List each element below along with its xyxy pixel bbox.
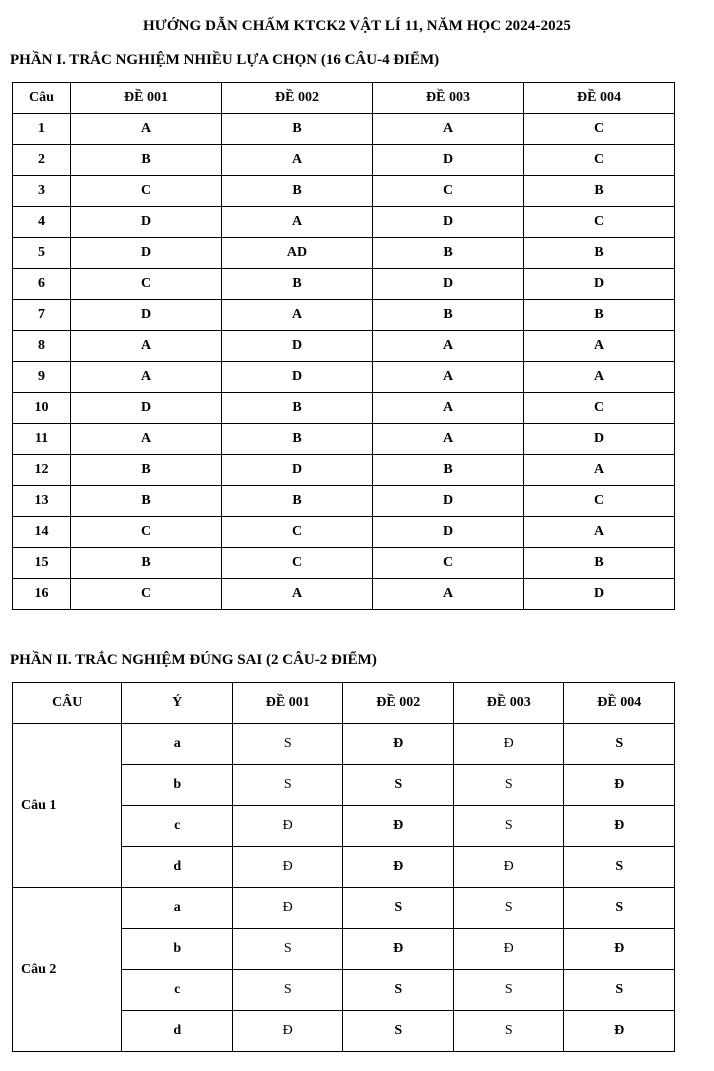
answer-cell: S: [232, 765, 343, 806]
answer-cell: B: [524, 300, 675, 331]
answer-cell: S: [232, 929, 343, 970]
table-row: [13, 300, 675, 331]
answer-cell: B: [222, 424, 373, 455]
answer-cell: D: [373, 145, 524, 176]
question-number: 13: [13, 486, 71, 517]
table-row: [13, 145, 675, 176]
answer-cell: Đ: [453, 724, 564, 765]
header-de-001: ĐỀ 001: [71, 83, 222, 114]
answer-cell: AD: [222, 238, 373, 269]
table-row: [13, 238, 675, 269]
table-row: [13, 269, 675, 300]
answer-cell: S: [343, 1011, 454, 1052]
answer-cell: A: [71, 114, 222, 145]
answer-cell: B: [524, 548, 675, 579]
answer-cell: S: [232, 970, 343, 1011]
answer-cell: D: [524, 269, 675, 300]
answer-cell: A: [222, 207, 373, 238]
answer-cell: Đ: [343, 724, 454, 765]
answer-cell: C: [524, 486, 675, 517]
answer-cell: S: [564, 847, 675, 888]
answer-cell: S: [453, 970, 564, 1011]
item-letter: d: [122, 847, 233, 888]
answer-cell: A: [373, 393, 524, 424]
header-de-003: ĐỀ 003: [373, 83, 524, 114]
item-letter: a: [122, 888, 233, 929]
answer-cell: B: [373, 300, 524, 331]
answer-cell: A: [222, 145, 373, 176]
answer-cell: A: [71, 424, 222, 455]
answer-cell: S: [232, 724, 343, 765]
answer-cell: Đ: [564, 806, 675, 847]
answer-cell: A: [373, 424, 524, 455]
part1-heading: PHẦN I. TRẮC NGHIỆM NHIỀU LỰA CHỌN (16 CÂU-4 ĐIỂM): [10, 52, 440, 68]
question-number: 1: [13, 114, 71, 145]
answer-cell: Đ: [564, 929, 675, 970]
answer-cell: S: [343, 765, 454, 806]
answer-cell: S: [453, 806, 564, 847]
table-row: [13, 176, 675, 207]
answer-cell: B: [71, 548, 222, 579]
answer-cell: B: [71, 486, 222, 517]
table-row: [13, 207, 675, 238]
question-number: 7: [13, 300, 71, 331]
answer-cell: Đ: [232, 806, 343, 847]
answer-cell: C: [222, 517, 373, 548]
answer-cell: B: [524, 176, 675, 207]
table-row: [13, 455, 675, 486]
item-letter: d: [122, 1011, 233, 1052]
answer-cell: D: [373, 207, 524, 238]
answer-cell: A: [524, 517, 675, 548]
answer-cell: D: [373, 269, 524, 300]
question-number: 15: [13, 548, 71, 579]
question-number: 8: [13, 331, 71, 362]
item-letter: c: [122, 970, 233, 1011]
answer-cell: B: [524, 238, 675, 269]
question-label: Câu 2: [13, 888, 122, 1052]
answer-cell: C: [71, 579, 222, 610]
table-row: [13, 331, 675, 362]
table-row: [13, 424, 675, 455]
answer-cell: B: [373, 455, 524, 486]
question-number: 5: [13, 238, 71, 269]
answer-cell: D: [71, 393, 222, 424]
answer-cell: B: [373, 238, 524, 269]
part2-answer-table: [12, 682, 675, 1052]
answer-cell: Đ: [232, 1011, 343, 1052]
answer-cell: D: [373, 517, 524, 548]
part1-header-row: [13, 83, 675, 114]
answer-cell: A: [373, 362, 524, 393]
answer-cell: C: [373, 176, 524, 207]
answer-cell: S: [453, 1011, 564, 1052]
header-de-001: ĐỀ 001: [232, 683, 343, 724]
table-row: [13, 548, 675, 579]
question-label: Câu 1: [13, 724, 122, 888]
answer-cell: A: [373, 331, 524, 362]
question-number: 14: [13, 517, 71, 548]
question-number: 12: [13, 455, 71, 486]
answer-cell: Đ: [232, 847, 343, 888]
item-letter: b: [122, 765, 233, 806]
answer-cell: D: [71, 300, 222, 331]
answer-cell: C: [524, 145, 675, 176]
answer-cell: A: [222, 579, 373, 610]
answer-cell: B: [222, 114, 373, 145]
answer-cell: C: [71, 269, 222, 300]
question-number: 3: [13, 176, 71, 207]
question-number: 9: [13, 362, 71, 393]
question-number: 4: [13, 207, 71, 238]
answer-cell: S: [564, 888, 675, 929]
answer-cell: Đ: [453, 847, 564, 888]
answer-cell: C: [71, 176, 222, 207]
answer-cell: S: [453, 765, 564, 806]
answer-cell: A: [373, 579, 524, 610]
item-letter: a: [122, 724, 233, 765]
item-letter: c: [122, 806, 233, 847]
answer-cell: Đ: [564, 1011, 675, 1052]
part2-header-row: [13, 683, 675, 724]
answer-cell: A: [524, 455, 675, 486]
answer-cell: C: [222, 548, 373, 579]
document-title: HƯỚNG DẪN CHẤM KTCK2 VẬT LÍ 11, NĂM HỌC 2024-2025: [143, 18, 571, 34]
answer-cell: A: [222, 300, 373, 331]
header-de-002: ĐỀ 002: [343, 683, 454, 724]
answer-cell: B: [222, 269, 373, 300]
answer-cell: C: [524, 207, 675, 238]
answer-cell: Đ: [453, 929, 564, 970]
table-row: [13, 517, 675, 548]
answer-cell: Đ: [343, 847, 454, 888]
table-row: [13, 393, 675, 424]
question-number: 10: [13, 393, 71, 424]
answer-cell: Đ: [232, 888, 343, 929]
answer-cell: Đ: [343, 806, 454, 847]
answer-cell: C: [373, 548, 524, 579]
answer-cell: D: [373, 486, 524, 517]
answer-cell: A: [524, 362, 675, 393]
header-cau: Câu: [13, 83, 71, 114]
question-number: 2: [13, 145, 71, 176]
answer-cell: S: [343, 888, 454, 929]
answer-cell: D: [222, 331, 373, 362]
answer-cell: S: [564, 970, 675, 1011]
answer-cell: D: [71, 207, 222, 238]
answer-cell: D: [524, 579, 675, 610]
answer-cell: A: [71, 331, 222, 362]
answer-cell: C: [524, 393, 675, 424]
answer-cell: C: [71, 517, 222, 548]
table-row: [13, 888, 675, 929]
header-de-004: ĐỀ 004: [524, 83, 675, 114]
answer-cell: S: [453, 888, 564, 929]
header-de-004: ĐỀ 004: [564, 683, 675, 724]
table-row: [13, 486, 675, 517]
question-number: 6: [13, 269, 71, 300]
answer-cell: A: [524, 331, 675, 362]
answer-cell: B: [71, 455, 222, 486]
header-y: Ý: [122, 683, 233, 724]
table-row: [13, 724, 675, 765]
answer-cell: B: [222, 486, 373, 517]
header-de-003: ĐỀ 003: [453, 683, 564, 724]
answer-cell: Đ: [343, 929, 454, 970]
answer-cell: B: [71, 145, 222, 176]
answer-cell: D: [524, 424, 675, 455]
answer-cell: S: [564, 724, 675, 765]
table-row: [13, 114, 675, 145]
header-de-002: ĐỀ 002: [222, 83, 373, 114]
answer-cell: B: [222, 393, 373, 424]
header-cau: CÂU: [13, 683, 122, 724]
answer-cell: D: [222, 362, 373, 393]
answer-cell: D: [222, 455, 373, 486]
answer-cell: Đ: [564, 765, 675, 806]
part1-answer-table: [12, 82, 675, 610]
answer-cell: D: [71, 238, 222, 269]
answer-cell: C: [524, 114, 675, 145]
question-number: 11: [13, 424, 71, 455]
answer-cell: A: [373, 114, 524, 145]
answer-cell: A: [71, 362, 222, 393]
question-number: 16: [13, 579, 71, 610]
item-letter: b: [122, 929, 233, 970]
answer-cell: B: [222, 176, 373, 207]
table-row: [13, 362, 675, 393]
table-row: [13, 579, 675, 610]
answer-cell: S: [343, 970, 454, 1011]
part2-heading: PHẦN II. TRẮC NGHIỆM ĐÚNG SAI (2 CÂU-2 ĐIỂM): [10, 652, 377, 668]
